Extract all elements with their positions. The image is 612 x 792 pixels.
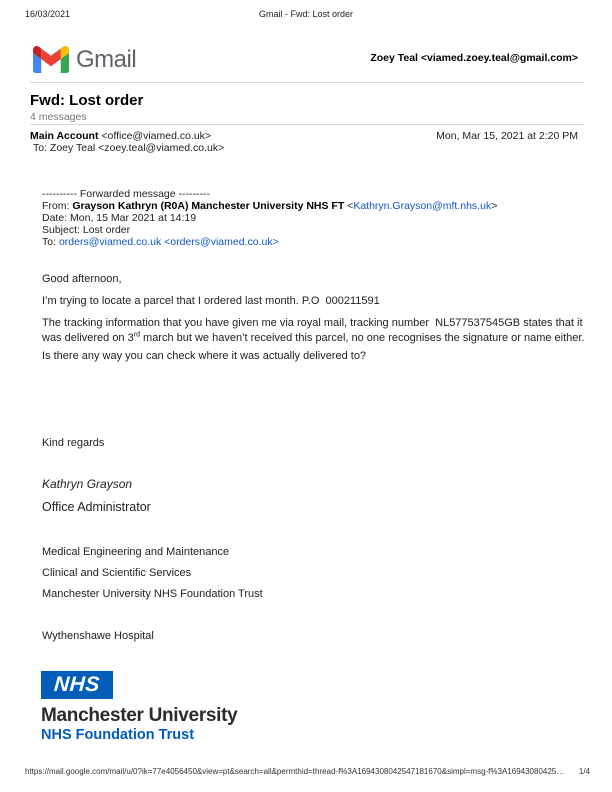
sender-name: Main Account xyxy=(30,130,99,142)
divider-subject xyxy=(30,124,584,125)
forwarded-date-line: Date: Mon, 15 Mar 2021 at 14:19 xyxy=(42,212,197,224)
divider-top xyxy=(30,82,584,83)
signature-department: Medical Engineering and Maintenance xyxy=(42,546,230,558)
body-question: Is there any way you can check where it was actually delivered to? xyxy=(42,350,367,362)
forwarded-to-link-2[interactable]: orders@viamed.co.uk xyxy=(170,236,273,248)
nhs-logo-text: NHS xyxy=(53,673,101,696)
tracking-text-before: The tracking information that you have given me via royal mail, tracking number NL577537545GB states that it was delivered on 3 xyxy=(42,317,586,344)
forwarded-to-bracket: < xyxy=(161,236,171,248)
print-footer-url: https://mail.google.com/mail/u/0?ik=77e4056450&view=pt&search=all&permthid=thread-f%3A1694308042547181670&simpl=msg-f%3A16943080425… xyxy=(25,767,565,776)
signature-name: Kathryn Grayson xyxy=(42,477,133,491)
forwarded-subject-line: Subject: Lost order xyxy=(42,224,131,236)
forwarded-from-bracket: < xyxy=(344,200,354,212)
account-owner: Zoey Teal <viamed.zoey.teal@gmail.com> xyxy=(370,52,578,64)
body-closing: Kind regards xyxy=(42,437,105,449)
message-count: 4 messages xyxy=(30,111,87,123)
body-paragraph-tracking xyxy=(42,316,588,346)
forwarded-from-email-link[interactable]: Kathryn.Grayson@mft.nhs.uk xyxy=(353,200,492,212)
thread-subject: Fwd: Lost order xyxy=(30,92,144,109)
print-title: Gmail - Fwd: Lost order xyxy=(258,9,354,19)
print-date: 16/03/2021 xyxy=(25,9,71,19)
message-sender xyxy=(30,130,211,142)
ordinal-superscript: rd xyxy=(133,331,140,339)
forwarded-from-line xyxy=(42,200,497,212)
forwarded-to-bracket-close: > xyxy=(272,236,279,248)
forwarded-to-link[interactable]: orders@viamed.co.uk xyxy=(58,236,162,248)
tracking-text-after: march but we haven’t received this parcel, no one recognises the signature or name either. xyxy=(139,332,585,344)
forwarded-from-name: Grayson Kathryn (R0A) Manchester University NHS FT xyxy=(72,200,345,212)
gmail-m-icon xyxy=(33,46,69,73)
signature-trust: Manchester University NHS Foundation Trust xyxy=(42,588,263,600)
gmail-wordmark: Gmail xyxy=(76,46,137,73)
signature-role: Office Administrator xyxy=(42,500,151,514)
forwarded-to-label: To: xyxy=(42,236,59,248)
nhs-logo-icon xyxy=(41,671,113,699)
nhs-foundation-subtitle: NHS Foundation Trust xyxy=(41,727,195,743)
signature-hospital: Wythenshawe Hospital xyxy=(42,630,154,642)
print-page-indicator: 1/4 xyxy=(578,767,590,776)
body-greeting: Good afternoon, xyxy=(42,273,122,285)
forwarded-to-line xyxy=(42,236,279,248)
nhs-organisation: Manchester University xyxy=(41,705,238,726)
forwarded-divider: ---------- Forwarded message --------- xyxy=(42,188,210,200)
forwarded-from-bracket-close: > xyxy=(491,200,498,212)
sender-email: <office@viamed.co.uk> xyxy=(98,130,212,142)
signature-service: Clinical and Scientific Services xyxy=(42,567,192,579)
forwarded-from-label: From: xyxy=(42,200,73,212)
body-paragraph-order: I’m trying to locate a parcel that I ordered last month. P.O 000211591 xyxy=(42,295,380,307)
message-recipient: To: Zoey Teal <zoey.teal@viamed.co.uk> xyxy=(33,142,225,154)
message-date: Mon, Mar 15, 2021 at 2:20 PM xyxy=(436,130,578,142)
